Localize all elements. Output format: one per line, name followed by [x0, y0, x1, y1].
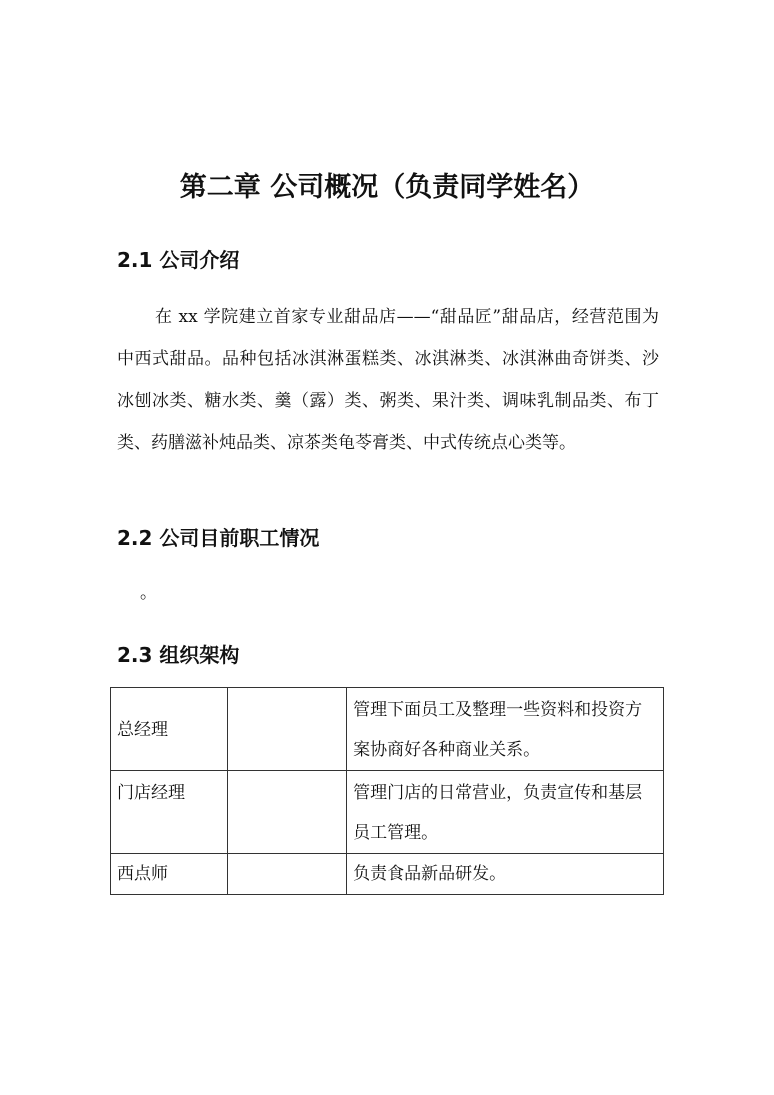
company-intro-paragraph: 在 xx 学院建立首家专业甜品店——“甜品匠”甜品店，经营范围为中西式甜品。品种包括冰淇淋蛋糕类、冰淇淋类、冰淇淋曲奇饼类、沙冰刨冰类、糖水类、羹（露）类、粥类、果汁类、调味乳制品类、布丁类、药膳滋补炖品类、凉茶类龟苓膏类、中式传统点心类等。 — [117, 307, 659, 453]
name-cell — [227, 688, 347, 771]
role-cell: 西点师 — [111, 854, 228, 895]
duty-cell: 管理门店的日常营业，负责宣传和基层员工管理。 — [347, 771, 664, 854]
role-cell: 总经理 — [111, 688, 228, 771]
staff-paragraph: 。 — [140, 583, 157, 603]
name-cell — [227, 771, 347, 854]
section-heading-staff: 2.2 公司目前职工情况 — [117, 526, 320, 550]
section-heading-company-intro: 2.1 公司介绍 — [117, 248, 240, 272]
duty-cell: 负责食品新品研发。 — [347, 854, 664, 895]
duty-cell: 管理下面员工及整理一些资料和投资方案协商好各种商业关系。 — [347, 688, 664, 771]
name-cell — [227, 854, 347, 895]
org-structure-table — [110, 687, 664, 895]
table-row — [111, 688, 664, 771]
chapter-title: 第二章 公司概况（负责同学姓名） — [179, 172, 595, 203]
table-row — [111, 854, 664, 895]
role-cell: 门店经理 — [111, 771, 228, 854]
section-heading-org-structure: 2.3 组织架构 — [117, 643, 240, 667]
table-row — [111, 771, 664, 854]
